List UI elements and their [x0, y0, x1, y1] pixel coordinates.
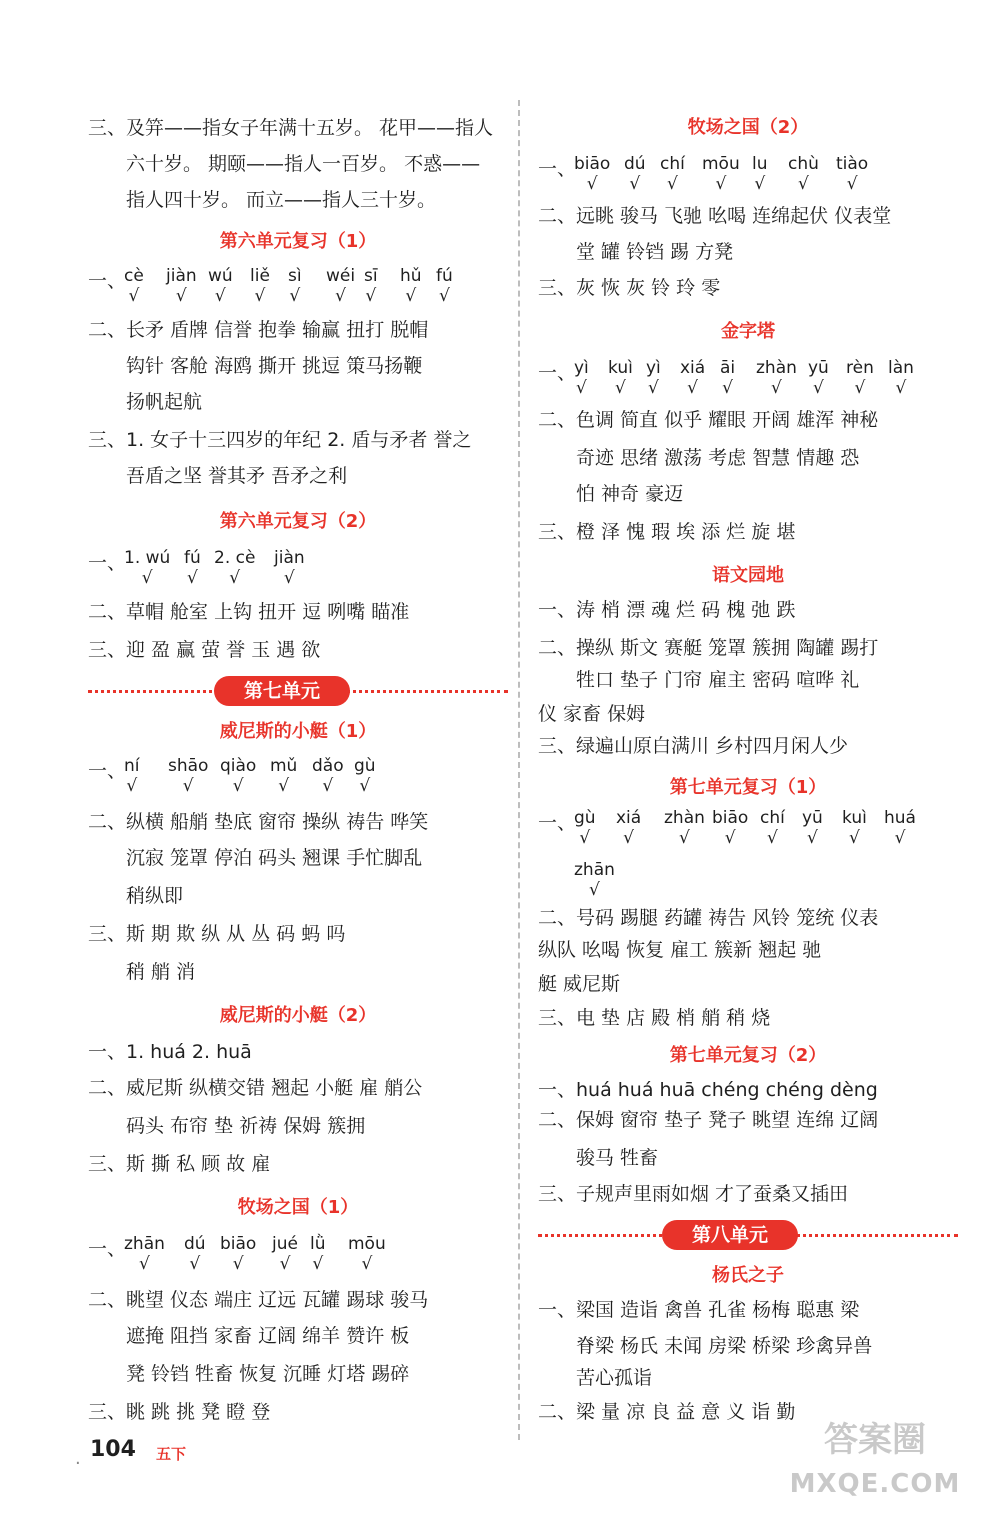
- page-number: 104: [90, 1437, 136, 1462]
- pinyin-item: [288, 266, 302, 306]
- pinyin-syllable: mǔ: [270, 756, 298, 776]
- pinyin-item: [808, 358, 829, 398]
- pinyin-item: [220, 756, 256, 796]
- pinyin-syllable: fú: [436, 266, 453, 286]
- answer-line: 一、1. huá 2. huā: [88, 1041, 252, 1063]
- pinyin-item: [760, 808, 785, 848]
- pinyin-item: [756, 358, 797, 398]
- answer-line: 码头 布帘 垫 祈祷 保姆 簇拥: [126, 1115, 366, 1137]
- section-title: 威尼斯的小艇（1）: [219, 721, 377, 742]
- answer-line: 纵队 吆喝 恢复 雇工 簇新 翘起 驰: [538, 939, 822, 961]
- pinyin-item: [214, 548, 255, 588]
- answer-line: 二、号码 踢腿 药罐 祷告 风铃 笼统 仪表: [538, 907, 879, 929]
- pinyin-syllable: yū: [808, 358, 829, 378]
- check-mark: √: [724, 828, 736, 848]
- pinyin-syllable: āi: [720, 358, 736, 378]
- pinyin-syllable: lu: [752, 154, 768, 174]
- pinyin-syllable: chù: [788, 154, 819, 174]
- answer-line: 二、威尼斯 纵横交错 翘起 小艇 雇 艄公: [88, 1077, 423, 1099]
- answer-line: 钩针 客舱 海鸥 撕开 挑逗 策马扬鞭: [126, 355, 423, 377]
- pinyin-syllable: fú: [184, 548, 201, 568]
- pinyin-item: [842, 808, 867, 848]
- pinyin-syllable: biāo: [712, 808, 749, 828]
- answer-line: 牲口 垫子 门帘 雇主 密码 喧哗 礼: [576, 669, 860, 691]
- pinyin-syllable: chí: [760, 808, 785, 828]
- check-mark: √: [687, 378, 699, 398]
- answer-line: 二、纵横 船艄 垫底 窗帘 操纵 祷告 哗笑: [88, 811, 429, 833]
- check-mark: √: [283, 568, 295, 588]
- pinyin-item: [720, 358, 735, 398]
- answer-line: 三、电 垫 店 殿 梢 艄 稍 烧: [538, 1007, 771, 1029]
- pinyin-item: [124, 1234, 165, 1274]
- check-mark: √: [807, 828, 818, 848]
- answer-line: 指人四十岁。 而立——指人三十岁。: [126, 189, 437, 211]
- check-mark: √: [813, 378, 824, 398]
- pinyin-syllable: xiá: [680, 358, 706, 378]
- watermark: [770, 1418, 980, 1508]
- pinyin-item: [884, 808, 916, 848]
- check-mark: √: [232, 1254, 244, 1274]
- pinyin-item: [348, 1234, 386, 1274]
- section-title: 牧场之国（2）: [687, 117, 809, 138]
- pinyin-syllable: xiá: [616, 808, 642, 828]
- answer-line: 稍 艄 消: [126, 961, 196, 983]
- pinyin-item: [788, 154, 819, 194]
- answer-line: 三、斯 撕 私 顾 故 雇: [88, 1153, 271, 1175]
- check-mark: √: [405, 286, 417, 306]
- check-mark: √: [575, 378, 587, 398]
- pinyin-syllable: jiàn: [274, 548, 305, 568]
- answer-line: 仪 家畜 保姆: [538, 703, 646, 725]
- check-mark: √: [854, 378, 866, 398]
- answer-line: 稍纵即: [126, 885, 184, 907]
- pinyin-item: [124, 548, 170, 588]
- pinyin-item: [184, 1234, 206, 1274]
- check-mark: √: [175, 286, 187, 306]
- check-mark: √: [715, 174, 727, 194]
- check-mark: √: [894, 828, 906, 848]
- pinyin-item: [574, 154, 610, 194]
- answer-line: 奇迹 思绪 激荡 考虑 智慧 情趣 恐: [576, 447, 860, 469]
- pinyin-syllable: gù: [354, 756, 376, 776]
- pinyin-row: [538, 154, 958, 198]
- pinyin-syllable: cè: [124, 266, 144, 286]
- question-number: 一、: [88, 1238, 127, 1260]
- section-title: 金字塔: [721, 321, 775, 342]
- question-number: 一、: [88, 270, 127, 292]
- pinyin-row: [88, 756, 508, 800]
- answer-line: 三、迎 盈 赢 萤 誉 玉 遇 欲: [88, 639, 321, 661]
- check-mark: √: [126, 776, 138, 796]
- answer-line: 二、长矛 盾牌 信誉 抱拳 输赢 扭打 脱帽: [88, 319, 429, 341]
- unit-title: 第七单元: [214, 676, 350, 706]
- pinyin-item: [752, 154, 768, 194]
- pinyin-item: [702, 154, 740, 194]
- pinyin-item: [124, 756, 140, 796]
- answer-line: 沉寂 笼罩 停泊 码头 翘课 手忙脚乱: [126, 847, 423, 869]
- answer-line: 二、保姆 窗帘 垫子 凳子 眺望 连绵 辽阔: [538, 1109, 879, 1131]
- pinyin-item: [274, 548, 305, 588]
- check-mark: √: [722, 378, 733, 398]
- pinyin-syllable: yì: [574, 358, 589, 378]
- pinyin-syllable: biāo: [574, 154, 611, 174]
- pinyin-row: [88, 548, 508, 592]
- pinyin-item: [624, 154, 646, 194]
- check-mark: √: [771, 378, 782, 398]
- unit-banner: [538, 1220, 958, 1250]
- answer-line: 二、色调 简直 似乎 耀眼 开阔 雄浑 神秘: [538, 409, 879, 431]
- check-mark: √: [365, 286, 377, 306]
- pinyin-syllable: huá: [884, 808, 916, 828]
- pinyin-item: [184, 548, 201, 588]
- answer-line: 六十岁。 期颐——指人一百岁。 不惑——: [126, 153, 481, 175]
- answer-line: 凳 铃铛 牲畜 恢复 沉睡 灯塔 踢碎: [126, 1363, 410, 1385]
- pinyin-syllable: 2. cè: [214, 548, 256, 568]
- check-mark: √: [229, 568, 241, 588]
- pinyin-item: [272, 1234, 298, 1274]
- pinyin-syllable: biāo: [220, 1234, 257, 1254]
- check-mark: √: [895, 378, 907, 398]
- pinyin-item: [220, 1234, 256, 1274]
- check-mark: √: [312, 1254, 324, 1274]
- answer-line: 怕 神奇 豪迈: [576, 483, 684, 505]
- pinyin-item: [250, 266, 270, 306]
- answer-line: 三、绿遍山原白满川 乡村四月闲人少: [538, 735, 849, 757]
- answer-line: 三、橙 泽 愧 瑕 埃 添 烂 旋 堪: [538, 521, 796, 543]
- section-title: 第六单元复习（1）: [219, 231, 377, 252]
- pinyin-syllable: jiàn: [166, 266, 197, 286]
- check-mark: √: [289, 286, 301, 306]
- pinyin-row: [538, 358, 958, 402]
- pinyin-syllable: dǎo: [312, 756, 344, 776]
- pinyin-item: [680, 358, 705, 398]
- section-title: 威尼斯的小艇（2）: [219, 1005, 377, 1026]
- answer-line: 三、眺 跳 挑 凳 瞪 登: [88, 1401, 271, 1423]
- check-mark: √: [186, 568, 198, 588]
- pinyin-row: [88, 266, 508, 310]
- pinyin-item: [608, 358, 633, 398]
- check-mark: √: [679, 828, 690, 848]
- pinyin-syllable: mōu: [348, 1234, 386, 1254]
- watermark-brand: 答案圈: [824, 1420, 926, 1460]
- pinyin-syllable: hǔ: [400, 266, 422, 286]
- pinyin-item: [168, 756, 208, 796]
- pinyin-syllable: zhàn: [664, 808, 705, 828]
- pinyin-syllable: yū: [802, 808, 823, 828]
- check-mark: √: [141, 568, 153, 588]
- pinyin-item: [846, 358, 874, 398]
- check-mark: √: [335, 286, 346, 306]
- answer-line: 三、灰 恢 灰 铃 玲 零: [538, 277, 721, 299]
- pinyin-row: [538, 860, 958, 904]
- answer-line: 一、梁国 造诣 禽兽 孔雀 杨梅 聪惠 梁: [538, 1299, 860, 1321]
- check-mark: √: [322, 776, 334, 796]
- pinyin-syllable: sì: [288, 266, 302, 286]
- answer-line: 苦心孤诣: [576, 1367, 653, 1389]
- footer-dot: .: [75, 1448, 81, 1469]
- pinyin-syllable: dú: [184, 1234, 206, 1254]
- column-divider: [518, 100, 520, 1440]
- pinyin-item: [802, 808, 823, 848]
- check-mark: √: [589, 880, 600, 900]
- answer-line: 堂 罐 铃铛 踢 方凳: [576, 241, 734, 263]
- answer-line: 骏马 牲畜: [576, 1147, 659, 1169]
- check-mark: √: [189, 1254, 201, 1274]
- pinyin-item: [400, 266, 422, 306]
- pinyin-item: [312, 756, 344, 796]
- pinyin-syllable: kuì: [842, 808, 867, 828]
- answer-line: 二、眺望 仪态 端庄 辽远 瓦罐 踢球 骏马: [88, 1289, 429, 1311]
- question-number: 一、: [538, 158, 577, 180]
- pinyin-syllable: rèn: [846, 358, 874, 378]
- pinyin-syllable: zhàn: [756, 358, 797, 378]
- section-title: 杨氏之子: [712, 1265, 784, 1286]
- section-title: 第七单元复习（1）: [669, 777, 827, 798]
- question-number: 一、: [88, 760, 127, 782]
- pinyin-item: [836, 154, 868, 194]
- section-title: 第六单元复习（2）: [219, 511, 377, 532]
- pinyin-syllable: sī: [364, 266, 378, 286]
- check-mark: √: [182, 776, 194, 796]
- check-mark: √: [361, 1254, 373, 1274]
- answer-line: 二、草帽 舱室 上钩 扭开 逗 咧嘴 瞄准: [88, 601, 410, 623]
- check-mark: √: [586, 174, 598, 194]
- pinyin-syllable: wéi: [326, 266, 356, 286]
- pinyin-syllable: lǜ: [310, 1234, 326, 1254]
- unit-banner: [88, 676, 508, 706]
- section-title: 第七单元复习（2）: [669, 1045, 827, 1066]
- pinyin-row: [538, 808, 958, 852]
- check-mark: √: [667, 174, 678, 194]
- answer-line: 一、涛 梢 漂 魂 烂 码 槐 弛 跌: [538, 599, 796, 621]
- check-mark: √: [754, 174, 766, 194]
- check-mark: √: [767, 828, 778, 848]
- answer-line: 三、斯 期 欺 纵 从 丛 码 蚂 吗: [88, 923, 346, 945]
- pinyin-syllable: tiào: [836, 154, 869, 174]
- check-mark: √: [128, 286, 140, 306]
- answer-line: 三、子规声里雨如烟 才了蚕桑又插田: [538, 1183, 849, 1205]
- answer-line: 一、huá huá huā chéng chéng dèng: [538, 1079, 878, 1101]
- pinyin-item: [436, 266, 453, 306]
- check-mark: √: [798, 174, 809, 194]
- section-title: 牧场之国（1）: [237, 1197, 359, 1218]
- pinyin-syllable: qiào: [220, 756, 257, 776]
- pinyin-syllable: wú: [208, 266, 233, 286]
- pinyin-row: [88, 1234, 508, 1278]
- pinyin-syllable: jué: [272, 1234, 298, 1254]
- pinyin-item: [888, 358, 914, 398]
- pinyin-item: [166, 266, 197, 306]
- pinyin-item: [310, 1234, 326, 1274]
- pinyin-item: [270, 756, 297, 796]
- answer-line: 二、梁 量 凉 良 益 意 义 诣 勤: [538, 1401, 796, 1423]
- pinyin-syllable: 1. wú: [124, 548, 171, 568]
- pinyin-item: [364, 266, 378, 306]
- pinyin-syllable: gù: [574, 808, 596, 828]
- check-mark: √: [214, 286, 226, 306]
- answer-line: 吾盾之坚 誉其矛 吾矛之利: [126, 465, 348, 487]
- pinyin-syllable: shāo: [168, 756, 209, 776]
- pinyin-item: [574, 860, 615, 900]
- check-mark: √: [848, 828, 860, 848]
- pinyin-item: [326, 266, 355, 306]
- question-number: 一、: [88, 552, 127, 574]
- grade-label: 五下: [156, 1445, 187, 1463]
- check-mark: √: [579, 828, 591, 848]
- check-mark: √: [623, 828, 635, 848]
- pinyin-syllable: kuì: [608, 358, 633, 378]
- answer-line: 脊梁 杨氏 未闻 房梁 桥梁 珍禽异兽: [576, 1335, 873, 1357]
- check-mark: √: [647, 378, 659, 398]
- pinyin-syllable: zhān: [124, 1234, 165, 1254]
- pinyin-item: [712, 808, 748, 848]
- pinyin-syllable: ní: [124, 756, 140, 776]
- pinyin-syllable: mōu: [702, 154, 740, 174]
- section-title: 语文园地: [712, 565, 784, 586]
- pinyin-item: [574, 808, 596, 848]
- answer-line: 艇 威尼斯: [538, 973, 621, 995]
- pinyin-item: [208, 266, 233, 306]
- check-mark: √: [278, 776, 290, 796]
- pinyin-syllable: dú: [624, 154, 646, 174]
- pinyin-syllable: làn: [888, 358, 914, 378]
- check-mark: √: [254, 286, 266, 306]
- pinyin-item: [664, 808, 705, 848]
- check-mark: √: [614, 378, 626, 398]
- pinyin-syllable: liě: [250, 266, 270, 286]
- pinyin-item: [354, 756, 376, 796]
- check-mark: √: [139, 1254, 150, 1274]
- answer-line: 遮掩 阻挡 家畜 辽阔 绵羊 赞许 板: [126, 1325, 410, 1347]
- pinyin-item: [646, 358, 661, 398]
- pinyin-item: [574, 358, 589, 398]
- check-mark: √: [232, 776, 244, 796]
- pinyin-item: [124, 266, 144, 306]
- pinyin-item: [660, 154, 685, 194]
- question-number: 一、: [538, 362, 577, 384]
- unit-title: 第八单元: [662, 1220, 798, 1250]
- pinyin-syllable: chí: [660, 154, 685, 174]
- check-mark: √: [279, 1254, 291, 1274]
- question-number: 一、: [538, 812, 577, 834]
- answer-line: 二、操纵 斯文 赛艇 笼罩 簇拥 陶罐 踢打: [538, 637, 879, 659]
- answer-line: 二、远眺 骏马 飞驰 吆喝 连绵起伏 仪表堂: [538, 205, 892, 227]
- check-mark: √: [846, 174, 858, 194]
- check-mark: √: [359, 776, 371, 796]
- check-mark: √: [438, 286, 450, 306]
- answer-line: 三、及笄——指女子年满十五岁。 花甲——指人: [88, 117, 494, 139]
- watermark-domain: MXQE.COM: [789, 1469, 961, 1499]
- check-mark: √: [629, 174, 641, 194]
- answer-line: 三、1. 女子十三四岁的年纪 2. 盾与矛者 誉之: [88, 429, 472, 451]
- answer-line: 扬帆起航: [126, 391, 203, 413]
- pinyin-syllable: zhān: [574, 860, 615, 880]
- pinyin-item: [616, 808, 641, 848]
- pinyin-syllable: yì: [646, 358, 661, 378]
